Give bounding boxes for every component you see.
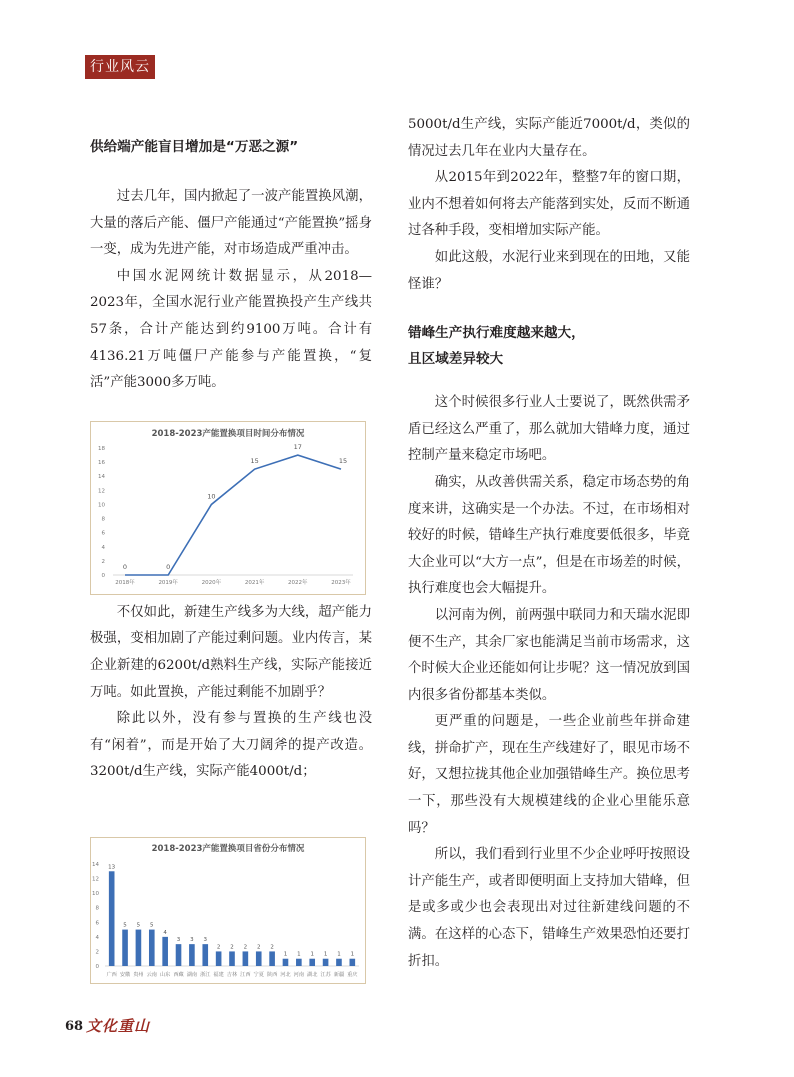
paragraph: 过去几年，国内掀起了一波产能置换风潮，大量的落后产能、僵尸产能通过“产能置换”摇身一变，成为先进产能，对市场造成严重冲击。	[90, 189, 372, 258]
data-label: 1	[350, 951, 355, 958]
paragraph: 从2015年到2022年，整整7年的窗口期，业内不想着如何将去产能落到实处，反而不断通过各种手段，变相增加实际产能。	[408, 170, 690, 239]
paragraph: 这个时候很多行业人士要说了，既然供需矛盾已经这么严重了，那么就加大错峰力度，通过控制产量来稳定市场吧。	[408, 395, 690, 464]
y-tick-label: 14	[98, 474, 105, 481]
x-tick-label: 安徽	[119, 972, 131, 978]
y-tick-label: 14	[92, 862, 99, 868]
data-label: 0	[166, 563, 171, 571]
x-tick-label: 河南	[293, 972, 305, 978]
bar	[136, 930, 142, 966]
bar	[256, 951, 262, 966]
bar	[176, 944, 182, 966]
x-tick-label: 湖南	[186, 972, 198, 978]
y-tick-label: 4	[101, 544, 105, 551]
bar	[189, 944, 195, 966]
y-tick-label: 16	[98, 460, 105, 467]
y-tick-label: 12	[98, 488, 105, 495]
y-tick-label: 10	[98, 502, 105, 509]
x-tick-label: 2022年	[288, 580, 308, 586]
y-tick-label: 6	[101, 530, 105, 537]
data-label: 2	[270, 944, 274, 951]
data-label: 4	[163, 929, 167, 936]
x-tick-label: 2018年	[115, 580, 135, 586]
data-label: 10	[207, 492, 216, 501]
bar	[283, 959, 289, 966]
y-tick-label: 2	[101, 558, 105, 565]
data-label: 15	[338, 457, 348, 466]
chart-title: 2018-2023产能置换项目省份分布情况	[151, 844, 305, 854]
data-label: 1	[283, 951, 288, 958]
data-label: 1	[337, 951, 341, 958]
x-tick-label: 重庆	[347, 972, 358, 978]
paragraph: 5000t/d生产线，实际产能近7000t/d，类似的情况过去几年在业内大量存在。	[408, 117, 690, 159]
data-label: 1	[297, 951, 301, 958]
x-tick-label: 新疆	[333, 972, 345, 978]
bar	[202, 944, 208, 966]
bar	[296, 959, 302, 966]
bar	[216, 951, 222, 966]
chart-title: 2018-2023产能置换项目时间分布情况	[151, 429, 305, 439]
page-number: 68	[65, 1019, 84, 1034]
bar	[122, 930, 128, 966]
right-column	[408, 112, 690, 975]
bar	[269, 951, 275, 966]
y-tick-label: 10	[92, 891, 99, 898]
y-tick-label: 12	[92, 876, 99, 883]
section-heading-2	[408, 320, 690, 372]
x-tick-label: 浙江	[200, 972, 211, 978]
bar	[243, 951, 249, 966]
bar	[149, 930, 155, 966]
bar	[162, 937, 168, 966]
data-label: 5	[150, 922, 154, 929]
paragraph: 所以，我们看到行业里不少企业呼吁按照设计产能生产，或者即便明面上支持加大错峰，但是或多或少也会表现出对过往新建线问题的不满。在这样的心态下，错峰生产效果恐怕还要打折扣。	[408, 847, 690, 969]
data-label: 5	[136, 922, 141, 929]
bar	[309, 959, 315, 966]
bar	[323, 959, 329, 966]
paragraph: 除此以外，没有参与置换的生产线也没有“闲着”，而是开始了大刀阔斧的提产改造。3200t/d生产线，实际产能4000t/d；	[90, 711, 372, 780]
y-tick-label: 8	[101, 516, 105, 523]
data-label: 3	[203, 937, 208, 944]
paragraph: 中国水泥网统计数据显示，从2018—2023年，全国水泥行业产能置换投产生产线共57条，合计产能达到约9100万吨。合计有4136.21万吨僵尸产能参与产能置换，“复活”产能3000多万吨。	[90, 268, 372, 391]
x-tick-label: 河北	[280, 972, 291, 978]
data-label: 1	[323, 951, 328, 958]
section-heading-2-line2: 且区域差异较大	[408, 351, 504, 368]
x-tick-label: 贵州	[133, 972, 144, 978]
x-tick-label: 江苏	[320, 972, 331, 978]
bar	[229, 951, 235, 966]
paragraph: 确实，从改善供需关系，稳定市场态势的角度来讲，这确实是一个办法。不过，在市场相对较好的时候，错峰生产执行难度要低很多，毕竟大企业可以“大方一点”，但是在市场差的时候，执行难度也会大幅提升。	[408, 474, 690, 597]
data-label: 2	[243, 944, 248, 951]
x-tick-label: 云南	[146, 972, 157, 978]
x-tick-label: 江西	[240, 972, 251, 978]
x-tick-label: 2019年	[158, 580, 178, 586]
data-label: 5	[123, 922, 127, 929]
data-label: 0	[122, 563, 128, 571]
bar	[109, 871, 115, 966]
data-label: 2	[216, 944, 221, 951]
bar	[336, 959, 342, 966]
data-label: 2	[256, 944, 261, 951]
y-tick-label: 8	[95, 905, 99, 912]
section-heading-1: 供给端产能盲目增加是“万恶之源”	[90, 139, 299, 155]
bar	[350, 959, 356, 966]
x-tick-label: 西藏	[173, 972, 184, 978]
x-tick-label: 陕西	[266, 972, 278, 978]
y-tick-label: 0	[101, 573, 105, 579]
series-line	[122, 455, 341, 575]
x-tick-label: 福建	[213, 972, 224, 978]
data-label: 1	[310, 951, 314, 958]
y-tick-label: 4	[95, 934, 99, 941]
data-label: 13	[108, 864, 116, 871]
section-tag: 行业风云	[85, 55, 155, 79]
paragraph: 以河南为例，前两强中联同力和天瑞水泥即便不生产，其余厂家也能满足当前市场需求，这个时候大企业还能如何让步呢？这一情况放到国内很多省份都基本类似。	[408, 607, 690, 703]
x-tick-label: 吉林	[226, 972, 238, 978]
paragraph: 更严重的问题是，一些企业前些年拼命建线，拼命扩产，现在生产线建好了，眼见市场不好，又想拉拢其他企业加强错峰生产。换位思考一下，那些没有大规模建线的企业心里能乐意吗？	[408, 714, 690, 836]
y-tick-label: 2	[95, 949, 99, 956]
data-label: 2	[230, 944, 234, 951]
x-tick-label: 2023年	[331, 580, 351, 586]
y-tick-label: 0	[95, 964, 99, 970]
line-chart-time-distribution	[90, 421, 366, 595]
x-tick-label: 宁夏	[253, 972, 264, 978]
x-tick-label: 山东	[159, 972, 171, 978]
y-tick-label: 18	[98, 446, 105, 452]
x-tick-label: 湖北	[307, 972, 318, 978]
x-tick-label: 2021年	[244, 580, 265, 586]
data-label: 3	[176, 937, 181, 944]
y-tick-label: 6	[95, 920, 99, 927]
bar-chart-province-distribution	[90, 837, 366, 984]
magazine-logo: 文化重山	[86, 1017, 151, 1035]
paragraph: 如此这般，水泥行业来到现在的田地，又能怪谁？	[408, 249, 690, 292]
x-tick-label: 广西	[106, 972, 117, 978]
x-tick-label: 2020年	[201, 580, 222, 586]
data-label: 15	[250, 457, 259, 466]
paragraph: 不仅如此，新建生产线多为大线，超产能力极强，变相加剧了产能过剩问题。业内传言，某企业新建的6200t/d熟料生产线，实际产能接近万吨。如此置换，产能过剩能不加剧乎？	[90, 604, 372, 700]
section-heading-2-line1: 错峰生产执行难度越来越大，	[408, 325, 585, 342]
data-label: 17	[293, 443, 302, 452]
data-label: 3	[190, 937, 194, 944]
